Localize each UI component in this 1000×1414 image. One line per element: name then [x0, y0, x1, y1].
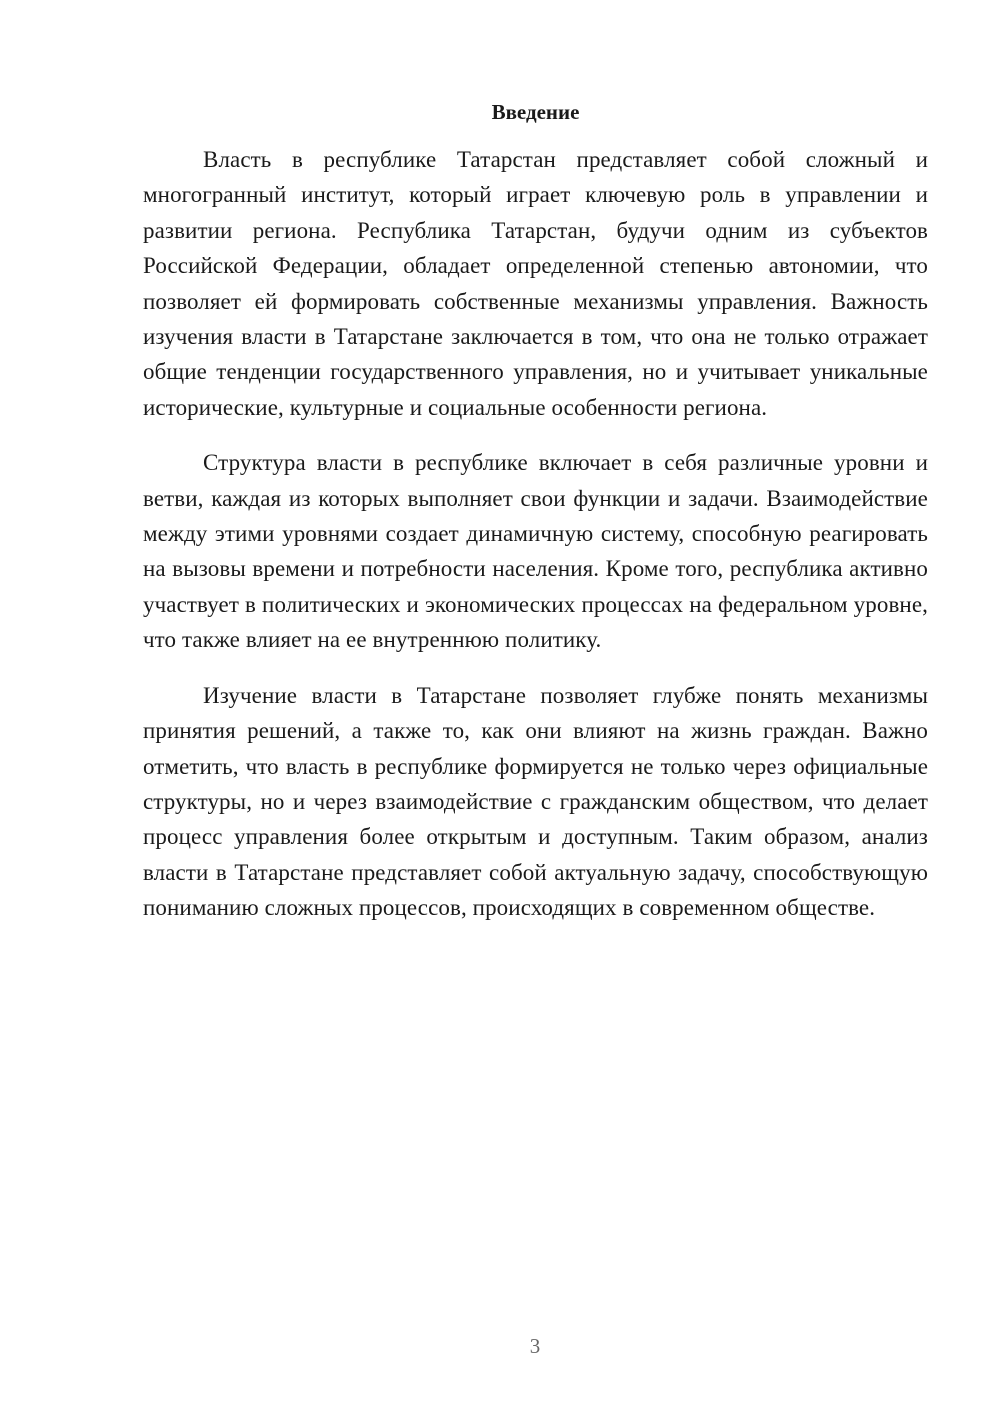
paragraph-3: Изучение власти в Татарстане позволяет глубже понять механизмы принятия решений, а также то, как они влияют на жизнь граждан. Важно отметить, что власть в республике формируется не только через официальные структуры, но и через взаимодействие с гражданским обществом, что делает процесс управления более открытым и доступным. Таким образом, анализ власти в Татарстане представляет собой актуальную задачу, способствующую пониманию сложных процессов, происходящих в современном обществе. — [143, 682, 928, 921]
body-text — [143, 142, 928, 946]
paragraph-2: Структура власти в республике включает в себя различные уровни и ветви, каждая из которых выполняет свои функции и задачи. Взаимодействие между этими уровнями создает динамичную систему, способную реагировать на вызовы времени и потребности населения. Кроме того, республика активно участвует в политических и экономических процессах на федеральном уровне, что также влияет на ее внутреннюю политику. — [143, 450, 928, 653]
section-title: Введение — [491, 100, 580, 124]
paragraph-1: Власть в республике Татарстан представляет собой сложный и многогранный институт, который играет ключевую роль в управлении и развитии региона. Республика Татарстан, будучи одним из субъектов Российской Федерации, обладает определенной степенью автономии, что позволяет ей формировать собственные механизмы управления. Важность изучения власти в Татарстане заключается в том, что она не только отражает общие тенденции государственного управления, но и учитывает уникальные исторические, культурные и социальные особенности региона. — [143, 147, 928, 420]
page-number: 3 — [529, 1334, 541, 1358]
